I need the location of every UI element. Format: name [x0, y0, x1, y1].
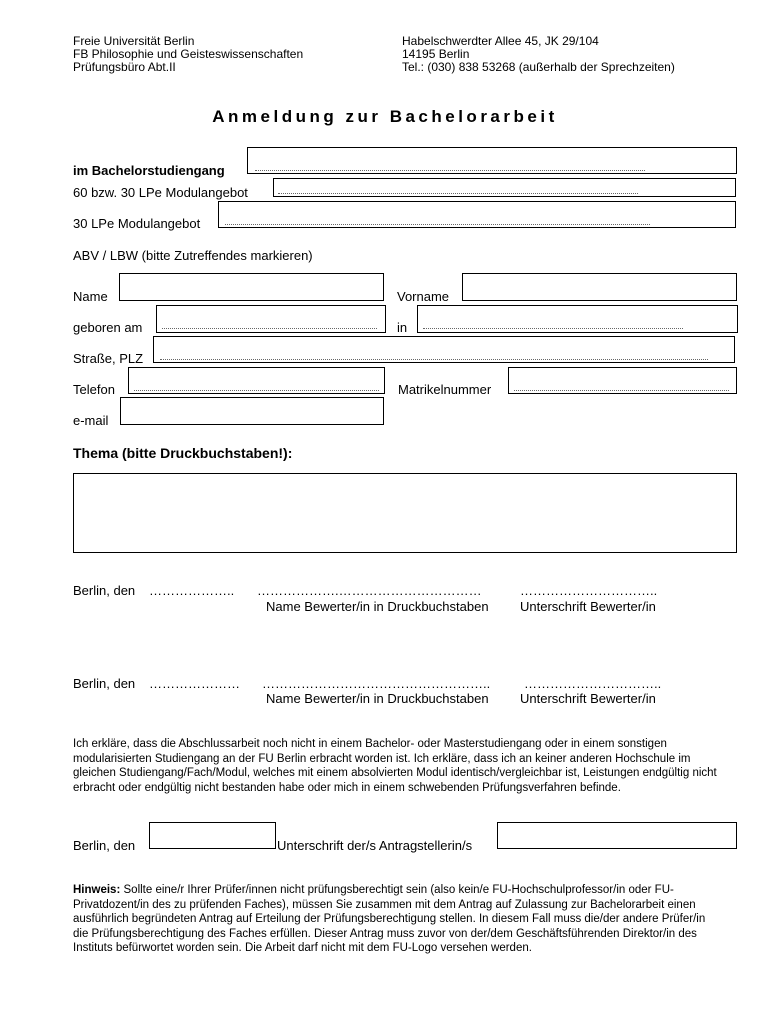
sig2-sign-label: Unterschrift Bewerter/in: [520, 691, 656, 706]
sig2-sign-dots: …………………………..: [524, 676, 662, 691]
dotted-line: [160, 359, 708, 360]
header-right-line: Tel.: (030) 838 53268 (außerhalb der Sprechzeiten): [402, 60, 675, 74]
dotted-line: [225, 224, 650, 225]
modul-60-30-field[interactable]: [273, 178, 736, 197]
email-label: e-mail: [73, 413, 109, 428]
hinweis-paragraph: [73, 883, 723, 956]
email-field[interactable]: [120, 397, 384, 425]
thema-textarea[interactable]: [73, 473, 737, 553]
sig2-name-label: Name Bewerter/in in Druckbuchstaben: [266, 691, 489, 706]
modul-60-30-label: 60 bzw. 30 LPe Modulangebot: [73, 185, 248, 200]
sig1-sign-label: Unterschrift Bewerter/in: [520, 599, 656, 614]
vorname-label: Vorname: [397, 289, 450, 304]
geburtsort-label: in: [397, 320, 408, 335]
dotted-line: [255, 170, 645, 171]
header-right-line: 14195 Berlin: [402, 47, 470, 61]
modul-30-label: 30 LPe Modulangebot: [73, 216, 201, 231]
sig2-city-label: Berlin, den: [73, 676, 136, 691]
sig1-name-dots: ……………….……………………………: [257, 583, 482, 598]
telefon-label: Telefon: [73, 382, 115, 397]
sig1-date-dots: ………………..: [149, 583, 235, 598]
sig2-date-dots: …………………: [149, 676, 240, 691]
header-left-line: Prüfungsbüro Abt.II: [73, 60, 176, 74]
final-sign-field[interactable]: [497, 822, 737, 849]
dotted-line: [423, 328, 683, 329]
final-date-field[interactable]: [149, 822, 276, 849]
name-label: Name: [73, 289, 108, 304]
dotted-line: [278, 193, 638, 194]
hinweis-text: Sollte eine/r Ihrer Prüfer/innen nicht prüfungsberechtigt sein (also kein/e FU-Hochschulprofessor/in oder FU-Privatdozent/in des zu prüfenden Faches), müssen Sie zusammen mit dem Antrag auf Zulassung zur Bachelorarbeit einen ausführlich begründeten Antrag auf Erteilung der Prüfungsberechtigung stellen. In diesem Fall muss die/der andere Prüfer/in die Prüfungsberechtigung des Faches erfüllen. Dieser Antrag muss zuvor von der/dem Geschäftsführenden Direktor/in des Instituts befürwortet worden sein. Die Arbeit darf nicht mit dem FU-Logo versehen werden.: [73, 884, 706, 954]
abv-lbw-label: ABV / LBW (bitte Zutreffendes markieren): [73, 248, 313, 263]
sig1-city-label: Berlin, den: [73, 583, 136, 598]
vorname-field[interactable]: [462, 273, 737, 301]
sig1-sign-dots: …………………………..: [520, 583, 658, 598]
header-left-line: FB Philosophie und Geisteswissenschaften: [73, 47, 304, 61]
final-city-label: Berlin, den: [73, 838, 136, 853]
sig1-name-label: Name Bewerter/in in Druckbuchstaben: [266, 599, 489, 614]
dotted-line: [514, 390, 729, 391]
strasse-label: Straße, PLZ: [73, 351, 144, 366]
thema-label: Thema (bitte Druckbuchstaben!):: [73, 445, 293, 461]
header-left: [73, 35, 303, 74]
name-field[interactable]: [119, 273, 384, 301]
dotted-line: [134, 390, 379, 391]
studiengang-label: im Bachelorstudiengang: [73, 163, 225, 178]
hinweis-label: Hinweis:: [73, 884, 121, 896]
matrikel-label: Matrikelnummer: [398, 382, 492, 397]
final-sign-label: Unterschrift der/s Antragstellerin/s: [277, 838, 473, 853]
dotted-line: [162, 328, 377, 329]
page-title: Anmeldung zur Bachelorarbeit: [212, 107, 558, 126]
declaration-text: Ich erkläre, dass die Abschlussarbeit noch nicht in einem Bachelor- oder Masterstudiengang oder in einem sonstigen modularisierten Studiengang an der FU Berlin erbracht worden ist. Ich erkläre, dass ich an keiner anderen Hochschule im gleichen Studiengang/Fach/Modul, welches mit einem absolvierten Modul identisch/vergleichbar ist, Leistungen endgültig nicht erbracht oder endgültig nicht bestanden habe oder mich in einem schwebenden Prüfungsverfahren befinde.: [73, 738, 717, 794]
geboren-label: geboren am: [73, 320, 143, 335]
header-left-line: Freie Universität Berlin: [73, 34, 195, 48]
header-right-line: Habelschwerdter Allee 45, JK 29/104: [402, 34, 599, 48]
sig2-name-dots: ……………………………………………..: [262, 676, 491, 691]
header-right: [402, 35, 675, 74]
